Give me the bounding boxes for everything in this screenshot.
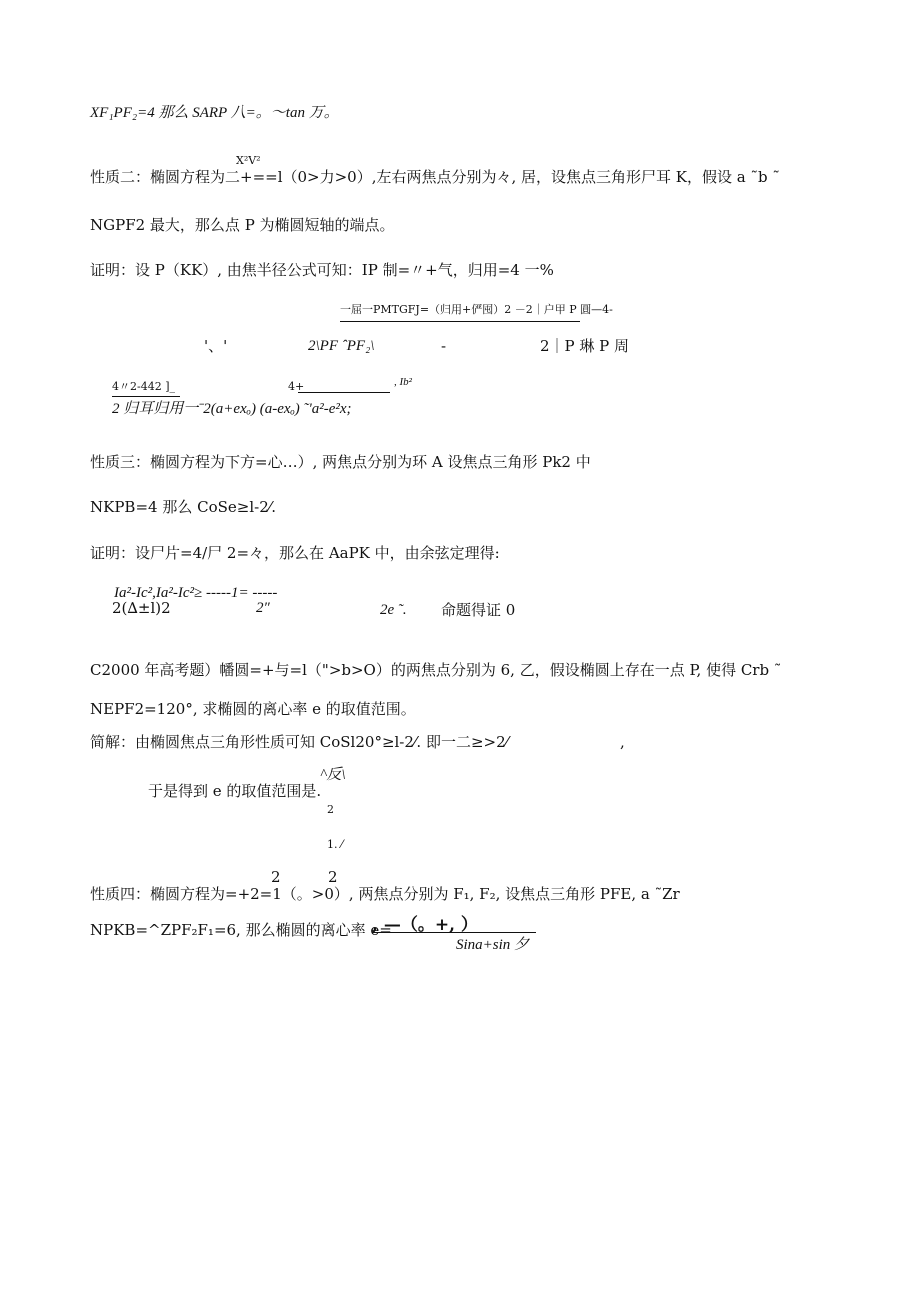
formula-minus: - xyxy=(441,337,447,355)
formula-denominator: 2\PF ˆPF₂\ xyxy=(308,338,375,354)
superscript-xy: X²V² xyxy=(236,154,261,167)
text-line-tan-formula: XF₁PF₂=4 那么 SARP 八=。～tan 万。 xyxy=(90,105,339,121)
proof-complete-text: 命题得证 0 xyxy=(441,601,516,619)
property-four-heading: 性质四：椭圆方程为=+2=1（。>0）, 两焦点分别为 F₁, F₂, 设焦点三角形 PFE, a ˜Zr xyxy=(90,885,680,903)
fraction-bar xyxy=(340,321,580,322)
formula-sqrt-mark: ^反\ xyxy=(320,767,346,783)
example-problem-2000: C2000 年高考题）幡圆=+与=l（">b>O）的两焦点分别为 6, 乙，假设椭圆上存在一点 P, 使得 Crb ˜ xyxy=(90,661,782,679)
formula-fraction-numerator: , —（。+, ） xyxy=(372,915,478,935)
property-two-heading: 性质二：椭圆方程为二+==l（0>力>0）,左右两焦点分别为々, 居，设焦点三角形尸耳 K，假设 a ˜b ˜ xyxy=(90,168,780,186)
text-line-range-result: 于是得到 e 的取值范围是. xyxy=(148,782,322,800)
text-line-cos-inequality: NKPB=4 那么 CoSe≥l-2⁄. xyxy=(90,498,277,516)
formula-denominator-2: 2｜P 琳 P 周 xyxy=(540,337,630,355)
fraction-bar-4 xyxy=(372,932,536,933)
fraction-bar-3 xyxy=(112,396,180,397)
formula-denominator-3: 2(∆±l)2 xyxy=(112,599,171,617)
proof-line-focal-radius: 证明：设 P（KK）, 由焦半径公式可知：IP 制=〃+气，归用=4 一% xyxy=(90,261,554,279)
text-line-eccentricity-formula: NPKB=^ZPF₂F₁=6, 那么椭圆的离心率 e= xyxy=(90,921,392,939)
formula-denominator-5: 2 xyxy=(327,803,334,816)
formula-numerator-right: , Ib² xyxy=(394,376,412,388)
superscript-two-a: 2 xyxy=(271,868,281,886)
formula-numerator-left: 4〃2-442 ]_ xyxy=(112,380,175,393)
formula-e-term: 2e ˜. xyxy=(380,602,407,618)
formula-denominator-4: 2″ xyxy=(256,600,270,616)
formula-range-end: 1. ⁄ xyxy=(327,838,343,851)
formula-mark: '、' xyxy=(204,337,228,355)
formula-line-cos: 一屈一PMTGFJ=（归用+俨囤）2 －2｜户甲 P 圓—4- xyxy=(340,303,613,316)
property-three-heading: 性质三：椭圆方程为下方=心…）, 两焦点分别为环 A 设焦点三角形 Pk2 中 xyxy=(90,453,591,471)
formula-line-inequality: Ia²-Ic²,Ia²-Ic²≥ -----1= ----- xyxy=(114,585,278,601)
formula-line-product: 2 归耳归用一ˉ2(a+exₒ) (a-exₒ) ˜'a²-e²x; xyxy=(112,401,352,417)
brief-solution-comma: , xyxy=(620,733,625,751)
text-line-eccentricity-range: NEPF2=120°, 求椭圆的离心率 e 的取值范围。 xyxy=(90,700,416,718)
superscript-two-b: 2 xyxy=(328,868,338,886)
formula-numerator-mid: 4+ xyxy=(288,380,305,393)
text-line-short-axis: NGPF2 最大，那么点 P 为椭圆短轴的端点。 xyxy=(90,216,395,234)
formula-fraction-denominator: Sina+sin 夕 xyxy=(456,937,530,953)
fraction-bar-2 xyxy=(298,392,390,393)
brief-solution-line: 简解：由椭圆焦点三角形性质可知 CoSl20°≥l-2⁄. 即一二≥>2⁄ xyxy=(90,733,509,751)
proof-line-cosine-law: 证明：设尸片=4/尸 2=々，那么在 AaPK 中，由余弦定理得: xyxy=(90,544,500,562)
